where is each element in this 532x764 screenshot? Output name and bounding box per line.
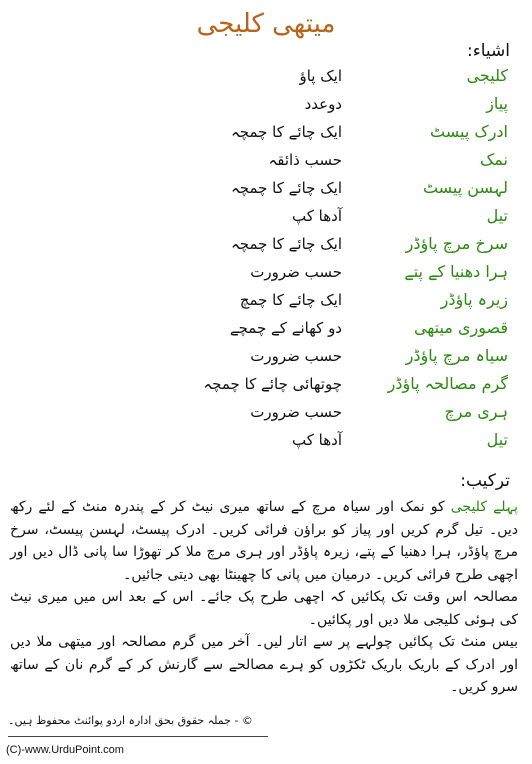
ingredient-row [0, 428, 532, 452]
ingredient-name: نمک [479, 150, 508, 169]
ingredient-qty: آدھا کپ [292, 431, 342, 449]
ingredient-name: ہرا دھنیا کے پتے [404, 262, 508, 281]
ingredient-row [0, 148, 532, 172]
ingredient-name: گرم مصالحہ پاؤڈر [387, 374, 508, 393]
footer-divider [8, 736, 268, 737]
ingredient-row [0, 204, 532, 228]
ingredient-row [0, 92, 532, 116]
ingredient-qty: ایک چائے کا چمچ [239, 291, 342, 309]
method-heading: ترکیب: [460, 471, 510, 491]
ingredient-qty: آدھا کپ [292, 207, 342, 225]
ingredient-name: قصوری میتھی [413, 318, 508, 337]
ingredient-name: زیرہ پاؤڈر [440, 290, 508, 309]
ingredient-row [0, 400, 532, 424]
ingredient-name: ادرک پیسٹ [430, 122, 508, 141]
footer-url: (C)-www.UrduPoint.com [6, 744, 124, 756]
ingredient-row [0, 372, 532, 396]
ingredient-qty: ایک چائے کا چمچہ [230, 235, 342, 253]
method-paragraph: مصالحہ اس وقت تک پکائیں کہ اچھی طرح پک جائے۔ اس کے بعد اس میں میری نیٹ کی ہوئی کلیجی ملا دیں اور پکائیں۔ [10, 589, 518, 628]
ingredient-qty: ایک چائے کا چمچہ [230, 123, 342, 141]
ingredient-name: تیل [486, 430, 508, 449]
ingredient-row [0, 232, 532, 256]
ingredient-name: سرخ مرچ پاؤڈر [405, 234, 508, 253]
method-lead: پہلے کلیجی [450, 499, 519, 515]
ingredient-qty: دو کھانے کے چمچے [229, 319, 342, 337]
ingredient-qty: ایک چائے کا چمچہ [230, 179, 342, 197]
ingredient-name: سیاہ مرچ پاؤڈر [405, 346, 508, 365]
method-paragraph [10, 496, 518, 586]
ingredient-name: تیل [486, 206, 508, 225]
ingredient-name: ہری مرچ [444, 402, 508, 421]
ingredient-name: پیاز [486, 94, 508, 113]
method-paragraph: بیس منٹ تک پکائیں چولہے پر سے اتار لیں۔ آخر میں گرم مصالحہ اور میتھی ملا دیں اور ادرک کے باریک باریک ٹکڑوں کو ہرے مصالحے سے گارنش کر کے گرم نان کے ساتھ سرو کریں۔ [10, 634, 518, 695]
ingredient-row [0, 288, 532, 312]
method-text [10, 496, 518, 699]
ingredient-qty: حسب ضرورت [250, 263, 342, 281]
ingredient-qty: چوتھائی چائے کا چمچہ [203, 375, 342, 393]
ingredient-row [0, 344, 532, 368]
ingredient-row [0, 176, 532, 200]
ingredients-heading: اشیاء: [467, 41, 510, 61]
ingredient-qty: حسب ذائقہ [268, 151, 342, 169]
ingredient-name: لہسن پیسٹ [422, 178, 508, 197]
copyright-notice: © - جملہ حقوق بحق ادارہ اردو پوائنٹ محفوظ ہیں۔ [8, 714, 253, 727]
ingredient-row [0, 260, 532, 284]
ingredient-name: کلیجی [466, 66, 508, 85]
ingredient-row [0, 316, 532, 340]
ingredient-qty: حسب ضرورت [250, 403, 342, 421]
ingredient-qty: حسب ضرورت [250, 347, 342, 365]
ingredient-qty: ایک پاؤ [299, 67, 342, 85]
ingredient-qty: دوعدد [304, 95, 342, 113]
method-text-1: کو نمک اور سیاہ مرچ کے ساتھ میری نیٹ کر کے پندرہ منٹ کے لئے رکھ دیں۔ تیل گرم کریں اور پیاز کو براؤن فرائی کریں۔ ادرک پیسٹ، لہسن پیسٹ، سرخ مرچ پاؤڈر، ہرا دھنیا کے پتے، زیرہ پاؤڈر اور ہری مرچ ملا کر تھوڑا سا پانی ڈال دیں اور اچھی طرح فرائی کریں۔ درمیان میں پانی کا چھینٹا بھی دیتی جائیں۔ [10, 499, 518, 583]
recipe-title: میتھی کلیجی [196, 9, 336, 39]
ingredient-row [0, 120, 532, 144]
ingredient-row [0, 64, 532, 88]
